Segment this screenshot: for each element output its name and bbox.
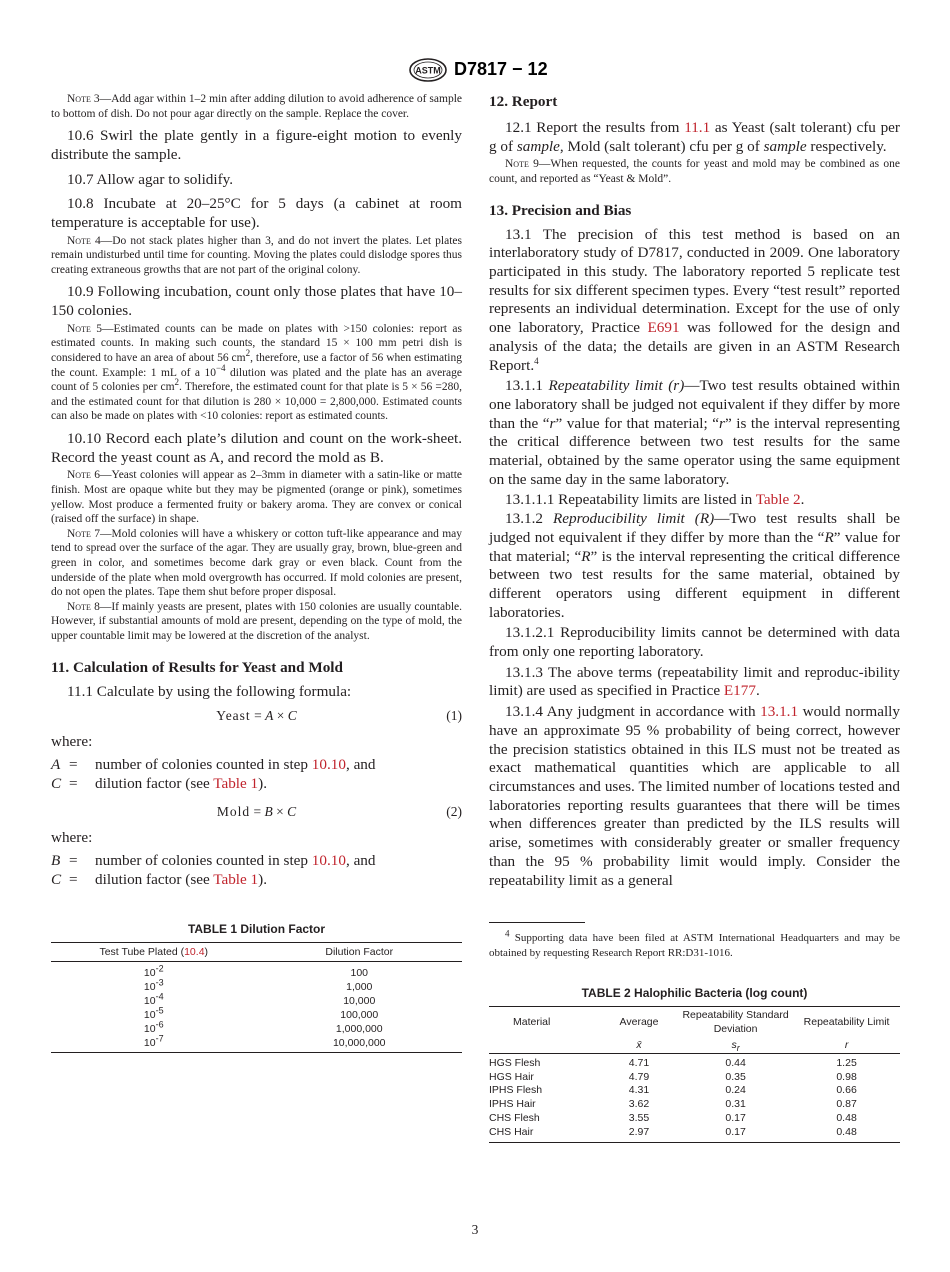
right-column bbox=[489, 92, 900, 1143]
section-11-heading: 11. Calculation of Results for Yeast and Mold bbox=[51, 658, 343, 676]
link-table-1[interactable]: Table 1 bbox=[213, 870, 259, 888]
footnote-4: $^4$ Supporting data have been filed at ASTM International Headquarters and may be obtained by requesting Research Report RR:D31-1016. bbox=[489, 928, 900, 959]
para-13-1-1-1: 13.1.1.1 Repeatability limits are listed in Table 2. bbox=[505, 491, 805, 509]
table-row bbox=[489, 1112, 900, 1126]
note-8: Note 8—If mainly yeasts are present, plates with 150 colonies are usually countable. However, if substantial amounts of mold are present, depending on the type of mold, the upper countable limit may be lowered at the discretion of the analyst. bbox=[51, 600, 462, 642]
table-2-cell-material: HGS Flesh bbox=[489, 1056, 541, 1069]
table-1-cell-factor: 100,000 bbox=[340, 1008, 379, 1021]
table-row bbox=[51, 1036, 462, 1050]
table-1-cell-factor: 1,000,000 bbox=[335, 1022, 383, 1035]
table-2 bbox=[489, 986, 900, 1142]
page-number: 3 bbox=[471, 1222, 479, 1237]
para-13-1-2: 13.1.2 Reproducibility limit (R)—Two test results shall be judged not equivalent if they differ by more than the “R” value for that material; “R” is the interval representing the critical difference between two test results for the same material, obtained by different operators using different equipment in different laboratories. bbox=[489, 510, 901, 621]
section-13-heading: 13. Precision and Bias bbox=[489, 201, 632, 219]
table-2-cell-limit: 0.48 bbox=[836, 1125, 857, 1138]
table-2-cell-average: 3.55 bbox=[628, 1111, 650, 1124]
section-12-heading: 12. Report bbox=[489, 93, 558, 110]
table-1-cell-tube: $10^{-2}$ bbox=[143, 963, 164, 979]
table-row bbox=[489, 1084, 900, 1098]
table-2-symbol-sr: $s_r$ bbox=[731, 1038, 740, 1054]
table-2-cell-sd: 0.35 bbox=[725, 1070, 746, 1083]
table-1-header-factor: Dilution Factor bbox=[325, 945, 394, 958]
table-row bbox=[51, 994, 462, 1008]
table-2-header-sd: Repeatability Standard Deviation bbox=[682, 1009, 789, 1036]
link-10-4[interactable]: 10.4 bbox=[184, 945, 205, 958]
table-2-cell-limit: 0.48 bbox=[836, 1111, 857, 1124]
table-2-symbol-r: r bbox=[844, 1038, 849, 1051]
table-row bbox=[51, 1008, 462, 1022]
note-9: Note 9—When requested, the counts for yeast and mold may be combined as one count, and reported as “Yeast & Mold”. bbox=[489, 158, 900, 185]
table-2-title: TABLE 2 Halophilic Bacteria (log count) bbox=[581, 986, 808, 1001]
table-2-cell-sd: 0.17 bbox=[725, 1111, 746, 1124]
page-header bbox=[0, 58, 950, 82]
equation-2: Mold = B × C (2) bbox=[216, 804, 462, 820]
table-1-cell-factor: 1,000 bbox=[346, 980, 373, 993]
table-2-cell-average: 3.62 bbox=[628, 1098, 650, 1111]
table-1-cell-factor: 10,000 bbox=[343, 994, 376, 1007]
table-2-cell-limit: 0.66 bbox=[836, 1084, 857, 1097]
table-2-cell-material: HGS Hair bbox=[489, 1070, 534, 1083]
table-1-cell-factor: 10,000,000 bbox=[332, 1036, 386, 1049]
para-10-6: 10.6 Swirl the plate gently in a figure-eight motion to evenly distribute the sample. bbox=[51, 127, 462, 163]
table-2-header-material: Material bbox=[513, 1016, 551, 1029]
table-1-cell-tube: $10^{-6}$ bbox=[143, 1019, 164, 1035]
note-3: Note 3—Add agar within 1–2 min after adding dilution to avoid adherence of sample to bottom of dish. Do not pour agar directly on the sample. Replace the cover. bbox=[51, 93, 462, 120]
para-10-10: 10.10 Record each plate’s dilution and count on the work-sheet. Record the yeast count as A, and record the mold as B. bbox=[51, 430, 462, 466]
link-e691[interactable]: E691 bbox=[647, 319, 680, 337]
variable-C: C = dilution factor (see Table 1). bbox=[51, 774, 267, 792]
variable-list-2 bbox=[51, 852, 462, 889]
para-13-1-1: 13.1.1 Repeatability limit (r)—Two test results obtained within one laboratory shall be judged not equivalent if they differ by more than the “r” value for that material; “r” is the interval representing the critical difference between two test results for the same material, obtained by the same operator using the same equipment on the same day in the same laboratory. bbox=[489, 377, 901, 488]
note-4: Note 4—Do not stack plates higher than 3, and do not invert the plates. Let plates remain undisturbed until time for counting. Moving the plates could dislodge spores thus creating extraneous growths that are not part of the original colony. bbox=[51, 234, 462, 276]
para-12-1: 12.1 Report the results from 11.1 as Yeast (salt tolerant) cfu per g of sample, Mold (salt tolerant) cfu per g of sample respectively. bbox=[489, 119, 900, 155]
table-2-cell-sd: 0.17 bbox=[725, 1125, 746, 1138]
table-2-symbol-average: x̄ bbox=[636, 1038, 642, 1051]
para-13-1: 13.1 The precision of this test method is based on an interlaboratory study of D7817, conducted in 2009. One laboratory participated in this study. The laboratory reported 5 replicate test results for six different specimen types. Every “test result” reported represents an individual determination. Except for the use of only one laboratory, Practice E691 was followed for the design and analysis of the data; the details are given in an ASTM Research Report.$^4$ bbox=[489, 225, 900, 374]
link-11-1[interactable]: 11.1 bbox=[684, 119, 711, 136]
table-2-cell-sd: 0.44 bbox=[725, 1056, 746, 1069]
table-2-cell-material: CHS Hair bbox=[489, 1125, 534, 1138]
table-2-cell-limit: 0.98 bbox=[836, 1070, 857, 1083]
table-row bbox=[51, 961, 462, 980]
para-10-7: 10.7 Allow agar to solidify. bbox=[67, 170, 234, 188]
table-2-cell-material: IPHS Hair bbox=[489, 1098, 536, 1111]
table-2-cell-sd: 0.24 bbox=[725, 1084, 746, 1097]
table-1-cell-factor: 100 bbox=[350, 966, 369, 979]
table-1-header-tube: Test Tube Plated (10.4) bbox=[99, 945, 209, 958]
document-designation: D7817 − 12 bbox=[454, 59, 548, 79]
table-1-title: TABLE 1 Dilution Factor bbox=[187, 921, 326, 936]
left-column bbox=[51, 92, 462, 1053]
table-2-cell-average: 4.71 bbox=[628, 1056, 650, 1069]
link-table-2[interactable]: Table 2 bbox=[755, 491, 801, 509]
table-row bbox=[489, 1053, 900, 1070]
variable-A: A = number of colonies counted in step 10.10, and bbox=[51, 755, 376, 773]
equation-1: Yeast = A × C (1) bbox=[216, 708, 462, 724]
astm-logo bbox=[408, 58, 448, 82]
para-13-1-2-1: 13.1.2.1 Reproducibility limits cannot be determined with data from only one reporting laboratory. bbox=[489, 624, 900, 661]
para-11-1: 11.1 Calculate by using the following formula: bbox=[67, 682, 352, 700]
link-e177[interactable]: E177 bbox=[723, 682, 756, 700]
table-2-header-limit: Repeatability Limit bbox=[803, 1016, 890, 1029]
variable-list-1 bbox=[51, 756, 462, 793]
para-13-1-3: 13.1.3 The above terms (repeatability limit and reproduc-ibility limit) are used as specified in Practice E177. bbox=[489, 663, 900, 700]
table-1-cell-tube: $10^{-4}$ bbox=[143, 991, 164, 1007]
para-10-9: 10.9 Following incubation, count only those plates that have 10–150 colonies. bbox=[51, 283, 462, 320]
footnote-rule bbox=[489, 922, 585, 923]
table-row bbox=[51, 1022, 462, 1036]
link-10-10[interactable]: 10.10 bbox=[311, 852, 346, 870]
where-label-1: where: bbox=[51, 733, 93, 751]
table-2-cell-average: 2.97 bbox=[628, 1125, 650, 1138]
svg-text:ASTM: ASTM bbox=[415, 65, 441, 76]
note-6: Note 6—Yeast colonies will appear as 2–3mm in diameter with a satin-like or matte finish. Most are opaque white but they may be pigmented (orange or pink), sometimes yellow. Most produce a fermented fruity or bakery aroma. They are convex or conical (raised off the surface) in shape. bbox=[51, 469, 463, 526]
table-2-cell-average: 4.31 bbox=[628, 1084, 650, 1097]
note-7: Note 7—Mold colonies will have a whiskery or cotton tuft-like appearance and may tend to spread over the surface of the agar. They are usually gray, brown, blue-green and green in color, and sometimes become dark gray or even black. Count from the underside of the plate when mold overgrowth has occurred. If mold colonies are present, do not open the plates. Tape them shut before proper disposal. bbox=[51, 527, 462, 599]
where-label-2: where: bbox=[51, 829, 93, 847]
table-row bbox=[489, 1126, 900, 1140]
variable-C: C = dilution factor (see Table 1). bbox=[51, 870, 267, 888]
para-13-1-4: 13.1.4 Any judgment in accordance with 13.1.1 would normally have an approximate 95 % probability of being correct, however the precision statistics obtained in this ILS must not be treated as exact mathematical quantities which are applicable to all circumstances and uses. The limited number of locations tested and laboratories reporting results guarantees that there will be times when differences greater than predicted by the ILS results will arise, sometimes with considerably greater or smaller frequency than the 95 % probability limit would imply. Consider the repeatability limit as a general bbox=[489, 703, 900, 889]
table-2-cell-sd: 0.31 bbox=[725, 1098, 746, 1111]
table-2-cell-average: 4.79 bbox=[628, 1070, 650, 1083]
table-row bbox=[51, 980, 462, 994]
table-2-cell-limit: 1.25 bbox=[836, 1056, 857, 1069]
table-2-cell-material: IPHS Flesh bbox=[489, 1084, 543, 1097]
table-row bbox=[489, 1071, 900, 1085]
table-1 bbox=[51, 922, 462, 1053]
table-row bbox=[489, 1098, 900, 1112]
link-13-1-1[interactable]: 13.1.1 bbox=[760, 703, 799, 721]
link-table-1[interactable]: Table 1 bbox=[213, 774, 259, 792]
table-2-cell-material: CHS Flesh bbox=[489, 1111, 540, 1124]
table-2-cell-limit: 0.87 bbox=[836, 1098, 857, 1111]
para-10-8: 10.8 Incubate at 20–25°C for 5 days (a cabinet at room temperature is acceptable for use). bbox=[51, 195, 462, 231]
note-5: Note 5—Estimated counts can be made on plates with >150 colonies: report as estimated counts. In making such counts, the standard 15 × 100 mm petri dish is considered to have an area of about 56 $cm^2$, therefore, use a factor of 56 when estimating the count. Example: 1 mL of a $10^{-4}$ dilution was plated and the plate has an average count of 5 colonies per $cm^2$. Therefore, the estimated count for that plate is 5 × 56 =280, and the estimated count for that dilution is 280 × 10,000 = 2,800,000. Estimated counts can also be made on plates with <10 colonies: report as estimated counts. bbox=[51, 322, 463, 423]
link-10-10[interactable]: 10.10 bbox=[311, 755, 346, 773]
variable-B: B = number of colonies counted in step 10.10, and bbox=[51, 852, 376, 870]
table-1-cell-tube: $10^{-5}$ bbox=[143, 1005, 164, 1021]
table-1-cell-tube: $10^{-7}$ bbox=[143, 1033, 164, 1049]
table-2-header-average: Average bbox=[619, 1016, 659, 1029]
table-1-cell-tube: $10^{-3}$ bbox=[143, 977, 164, 993]
